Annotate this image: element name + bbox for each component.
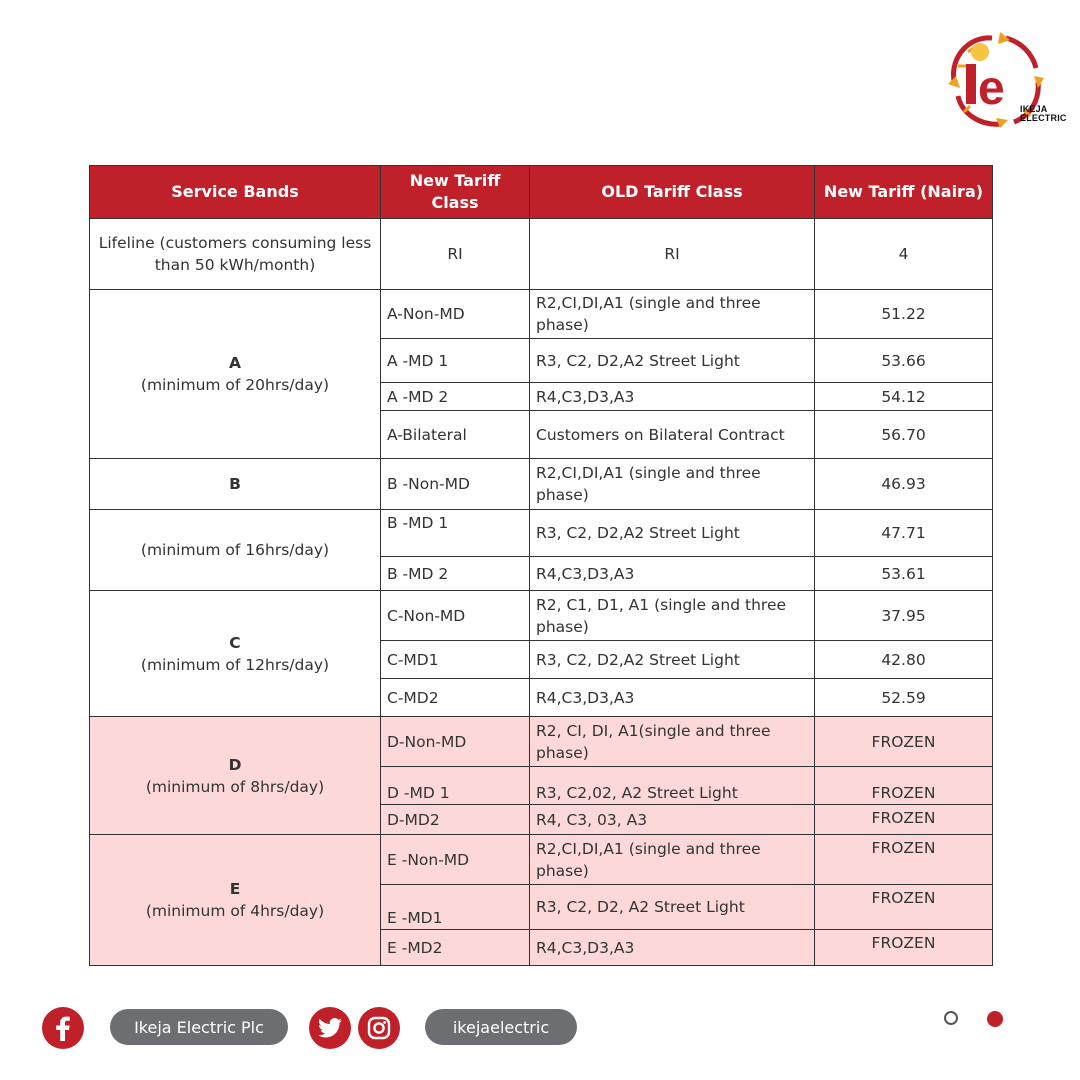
old-class-cell: R3, C2, D2,A2 Street Light <box>530 641 815 679</box>
new-class-cell: D -MD 1 <box>381 767 530 805</box>
table-row <box>90 510 993 557</box>
twitter-icon[interactable] <box>309 1007 351 1049</box>
old-class-cell: R4,C3,D3,A3 <box>530 383 815 411</box>
new-class-cell: B -MD 2 <box>381 557 530 591</box>
table-header-row <box>90 166 993 219</box>
band-name: D <box>228 755 242 774</box>
table-row <box>90 219 993 290</box>
facebook-glyph <box>52 1015 74 1041</box>
old-class-cell: R2,CI,DI,A1 (single and three phase) <box>530 835 815 885</box>
table-row <box>90 290 993 339</box>
old-class-cell: Customers on Bilateral Contract <box>530 411 815 459</box>
page-dot-2-active[interactable] <box>987 1011 1003 1027</box>
band-note: (minimum of 20hrs/day) <box>140 376 330 394</box>
band-e-cell <box>90 835 381 966</box>
old-class-cell: R3, C2, D2,A2 Street Light <box>530 510 815 557</box>
band-note: (minimum of 4hrs/day) <box>145 902 325 920</box>
new-class-cell: B -MD 1 <box>381 510 530 557</box>
old-class-cell: R2, C1, D1, A1 (single and three phase) <box>530 591 815 641</box>
band-name: A <box>229 354 241 372</box>
new-class-cell: C-MD1 <box>381 641 530 679</box>
band-lifeline: Lifeline (customers consuming less than 50 kWh/month) <box>90 219 381 290</box>
svg-text:e: e <box>978 62 1005 115</box>
new-class-cell: D-Non-MD <box>381 717 530 767</box>
new-class-cell: E -Non-MD <box>381 835 530 885</box>
header-new-tariff-class: New Tariff Class <box>381 166 530 219</box>
tariff-cell: 52.59 <box>815 679 993 717</box>
band-note: (minimum of 8hrs/day) <box>145 777 325 796</box>
new-class-cell: E -MD1 <box>381 885 530 930</box>
old-class-cell: R2,CI,DI,A1 (single and three phase) <box>530 459 815 510</box>
new-class-cell: A-Bilateral <box>381 411 530 459</box>
instagram-icon[interactable] <box>358 1007 400 1049</box>
tariff-cell: 4 <box>815 219 993 290</box>
tariff-frozen-cell: FROZEN <box>815 767 993 805</box>
new-class-cell: A -MD 1 <box>381 339 530 383</box>
facebook-icon[interactable] <box>42 1007 84 1049</box>
table-row <box>90 717 993 767</box>
logo-wordmark: IKEJA ELECTRIC <box>1020 104 1067 123</box>
band-name: E <box>229 880 241 898</box>
band-d-cell <box>90 717 381 835</box>
old-class-cell: R3, C2,02, A2 Street Light <box>530 767 815 805</box>
new-class-cell: A -MD 2 <box>381 383 530 411</box>
page-dot-1[interactable] <box>944 1011 958 1025</box>
band-b-note-cell: (minimum of 16hrs/day) <box>90 510 381 591</box>
new-class-cell: D-MD2 <box>381 805 530 835</box>
tariff-cell: 46.93 <box>815 459 993 510</box>
table-row <box>90 459 993 510</box>
old-class-cell: R3, C2, D2,A2 Street Light <box>530 339 815 383</box>
tariff-cell: 53.66 <box>815 339 993 383</box>
tariff-cell: 47.71 <box>815 510 993 557</box>
new-class-cell: C-MD2 <box>381 679 530 717</box>
tariff-frozen-cell: FROZEN <box>815 805 993 835</box>
tariff-cell: 54.12 <box>815 383 993 411</box>
tariff-table <box>89 165 993 966</box>
new-class-cell: E -MD2 <box>381 930 530 966</box>
tariff-cell: 42.80 <box>815 641 993 679</box>
tariff-frozen-cell: FROZEN <box>815 717 993 767</box>
social-handle-label[interactable]: ikejaelectric <box>425 1009 577 1045</box>
tariff-cell: 53.61 <box>815 557 993 591</box>
tariff-frozen-cell: FROZEN <box>815 885 993 930</box>
tariff-cell: 51.22 <box>815 290 993 339</box>
twitter-glyph <box>318 1018 342 1038</box>
facebook-page-label[interactable]: Ikeja Electric Plc <box>110 1009 288 1045</box>
header-new-tariff-naira: New Tariff (Naira) <box>815 166 993 219</box>
new-class-cell: C-Non-MD <box>381 591 530 641</box>
instagram-glyph <box>367 1016 391 1040</box>
old-class-cell: R3, C2, D2, A2 Street Light <box>530 885 815 930</box>
band-name: B <box>229 475 241 493</box>
old-class-cell: R4,C3,D3,A3 <box>530 557 815 591</box>
tariff-cell: 56.70 <box>815 411 993 459</box>
table-row <box>90 835 993 885</box>
tariff-frozen-cell: FROZEN <box>815 930 993 966</box>
band-note: (minimum of 12hrs/day) <box>140 655 330 674</box>
tariff-cell: 37.95 <box>815 591 993 641</box>
old-class-cell: RI <box>530 219 815 290</box>
old-class-cell: R4, C3, 03, A3 <box>530 805 815 835</box>
table-row <box>90 591 993 641</box>
new-class-cell: A-Non-MD <box>381 290 530 339</box>
tariff-frozen-cell: FROZEN <box>815 835 993 885</box>
old-class-cell: R2,CI,DI,A1 (single and three phase) <box>530 290 815 339</box>
band-a-cell <box>90 290 381 459</box>
header-service-bands: Service Bands <box>90 166 381 219</box>
header-old-tariff-class: OLD Tariff Class <box>530 166 815 219</box>
band-name: C <box>229 633 241 652</box>
band-c-cell <box>90 591 381 717</box>
new-class-cell: RI <box>381 219 530 290</box>
old-class-cell: R4,C3,D3,A3 <box>530 930 815 966</box>
old-class-cell: R4,C3,D3,A3 <box>530 679 815 717</box>
old-class-cell: R2, CI, DI, A1(single and three phase) <box>530 717 815 767</box>
band-b-cell <box>90 459 381 510</box>
new-class-cell: B -Non-MD <box>381 459 530 510</box>
